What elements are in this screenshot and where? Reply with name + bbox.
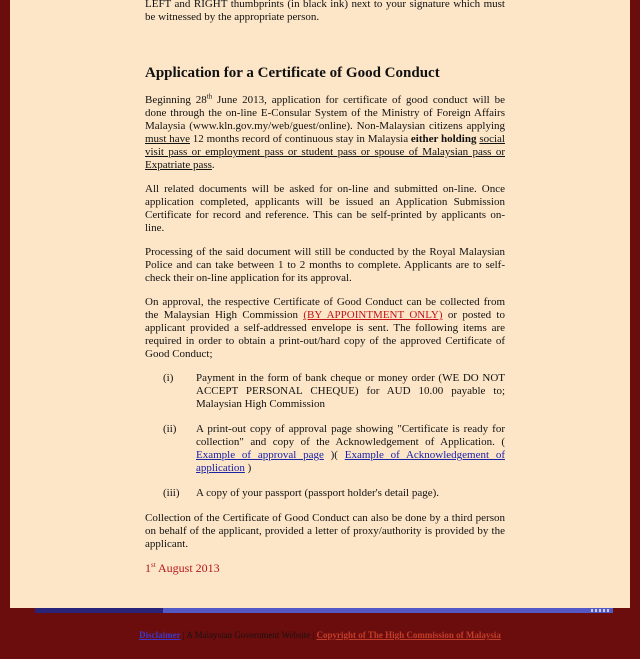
list-item	[145, 487, 505, 500]
copyright-link[interactable]: Copyright of The High Commission of Malaysia	[316, 630, 501, 640]
item-number: (i)	[163, 372, 174, 384]
must-have-text: must have	[145, 133, 190, 145]
grip-icon	[591, 609, 611, 612]
p1-end: .	[211, 159, 215, 171]
item-text	[196, 423, 505, 475]
article-content	[145, 0, 505, 575]
example-acknowledgement-link[interactable]: Example of Acknowledgement of application	[196, 449, 505, 474]
publish-date	[145, 562, 505, 575]
list-item	[145, 372, 505, 411]
p1-sup: th	[206, 92, 213, 101]
by-appointment-link[interactable]: (BY APPOINTMENT ONLY)	[303, 309, 443, 321]
either-holding-text: either holding	[410, 133, 477, 145]
footer	[0, 630, 640, 640]
disclaimer-link[interactable]: Disclaimer	[139, 630, 181, 640]
p4-text-start: On approval, the respective Certificate of Good Conduct can be collected from the Malaysian High Commission	[145, 296, 505, 321]
horizontal-scrollbar[interactable]	[35, 608, 605, 613]
paragraph-online-application	[145, 94, 505, 172]
section-heading: Application for a Certificate of Good Conduct	[145, 65, 440, 81]
item-text-start: A print-out copy of approval page showing "Certificate is ready for collection" and copy of the Acknowledgement of Application. (	[196, 423, 505, 448]
previous-section-fragment: LEFT and RIGHT thumbprints (in black ink) next to your signature which must be witnessed by the appropriate person.	[145, 0, 505, 23]
item-text-mid: )(	[323, 449, 345, 461]
footer-separator: | A Malaysian Government Website |	[180, 630, 317, 640]
paragraph-proxy: Collection of the Certificate of Good Conduct can also be done by a third person on behalf of the applicant, provided a letter of proxy/authority is provided by the applicant.	[145, 512, 505, 550]
p1-text-mid: June 2013, application for certificate of good conduct will be done through the on-line E-Consular System of the Ministry of Foreign Affairs Malaysia (www.kln.gov.my/web/guest/online). Non-Malaysian citizens applying	[145, 94, 505, 132]
item-text: A copy of your passport (passport holder's detail page).	[196, 487, 440, 499]
paragraph-processing: Processing of the said document will still be conducted by the Royal Malaysian Police and can take between 1 to 2 months to complete. Applicants are to self-check their on-line application for its approval.	[145, 246, 505, 284]
date-day: 1	[145, 561, 151, 575]
p1-text-start: Beginning 28	[145, 94, 207, 106]
content-panel	[10, 0, 630, 608]
scrollbar-thumb[interactable]	[163, 608, 613, 613]
date-sup: st	[151, 561, 156, 569]
p1-text-continued: 12 months record of continuous stay in Malaysia	[189, 133, 411, 145]
item-text: Payment in the form of bank cheque or money order (WE DO NOT ACCEPT PERSONAL CHEQUE) for AUD 10.00 payable to; Malaysian High Commission	[196, 372, 505, 410]
required-items-list	[145, 372, 505, 500]
paragraph-online-documents: All related documents will be asked for on-line and submitted on-line. Once application completed, applicants will be issued an Application Submission Certificate for record and reference. This can be self-printed by applicants on-line.	[145, 183, 505, 234]
example-approval-page-link[interactable]: Example of approval page	[196, 449, 324, 461]
item-text-end: )	[244, 462, 252, 474]
p4-text-end: or posted to applicant provided a self-addressed envelope is sent. The following items are required in order to obtain a print-out/hard copy of the approved Certificate of Good Conduct;	[145, 309, 505, 360]
list-item	[145, 423, 505, 475]
item-number: (iii)	[163, 487, 180, 499]
item-number: (ii)	[163, 423, 177, 435]
date-rest: August 2013	[155, 561, 220, 575]
paragraph-collection	[145, 296, 505, 361]
pass-types-text: social visit pass or employment pass or student pass or spouse of Malaysian pass or Expatriate pass	[145, 133, 505, 171]
